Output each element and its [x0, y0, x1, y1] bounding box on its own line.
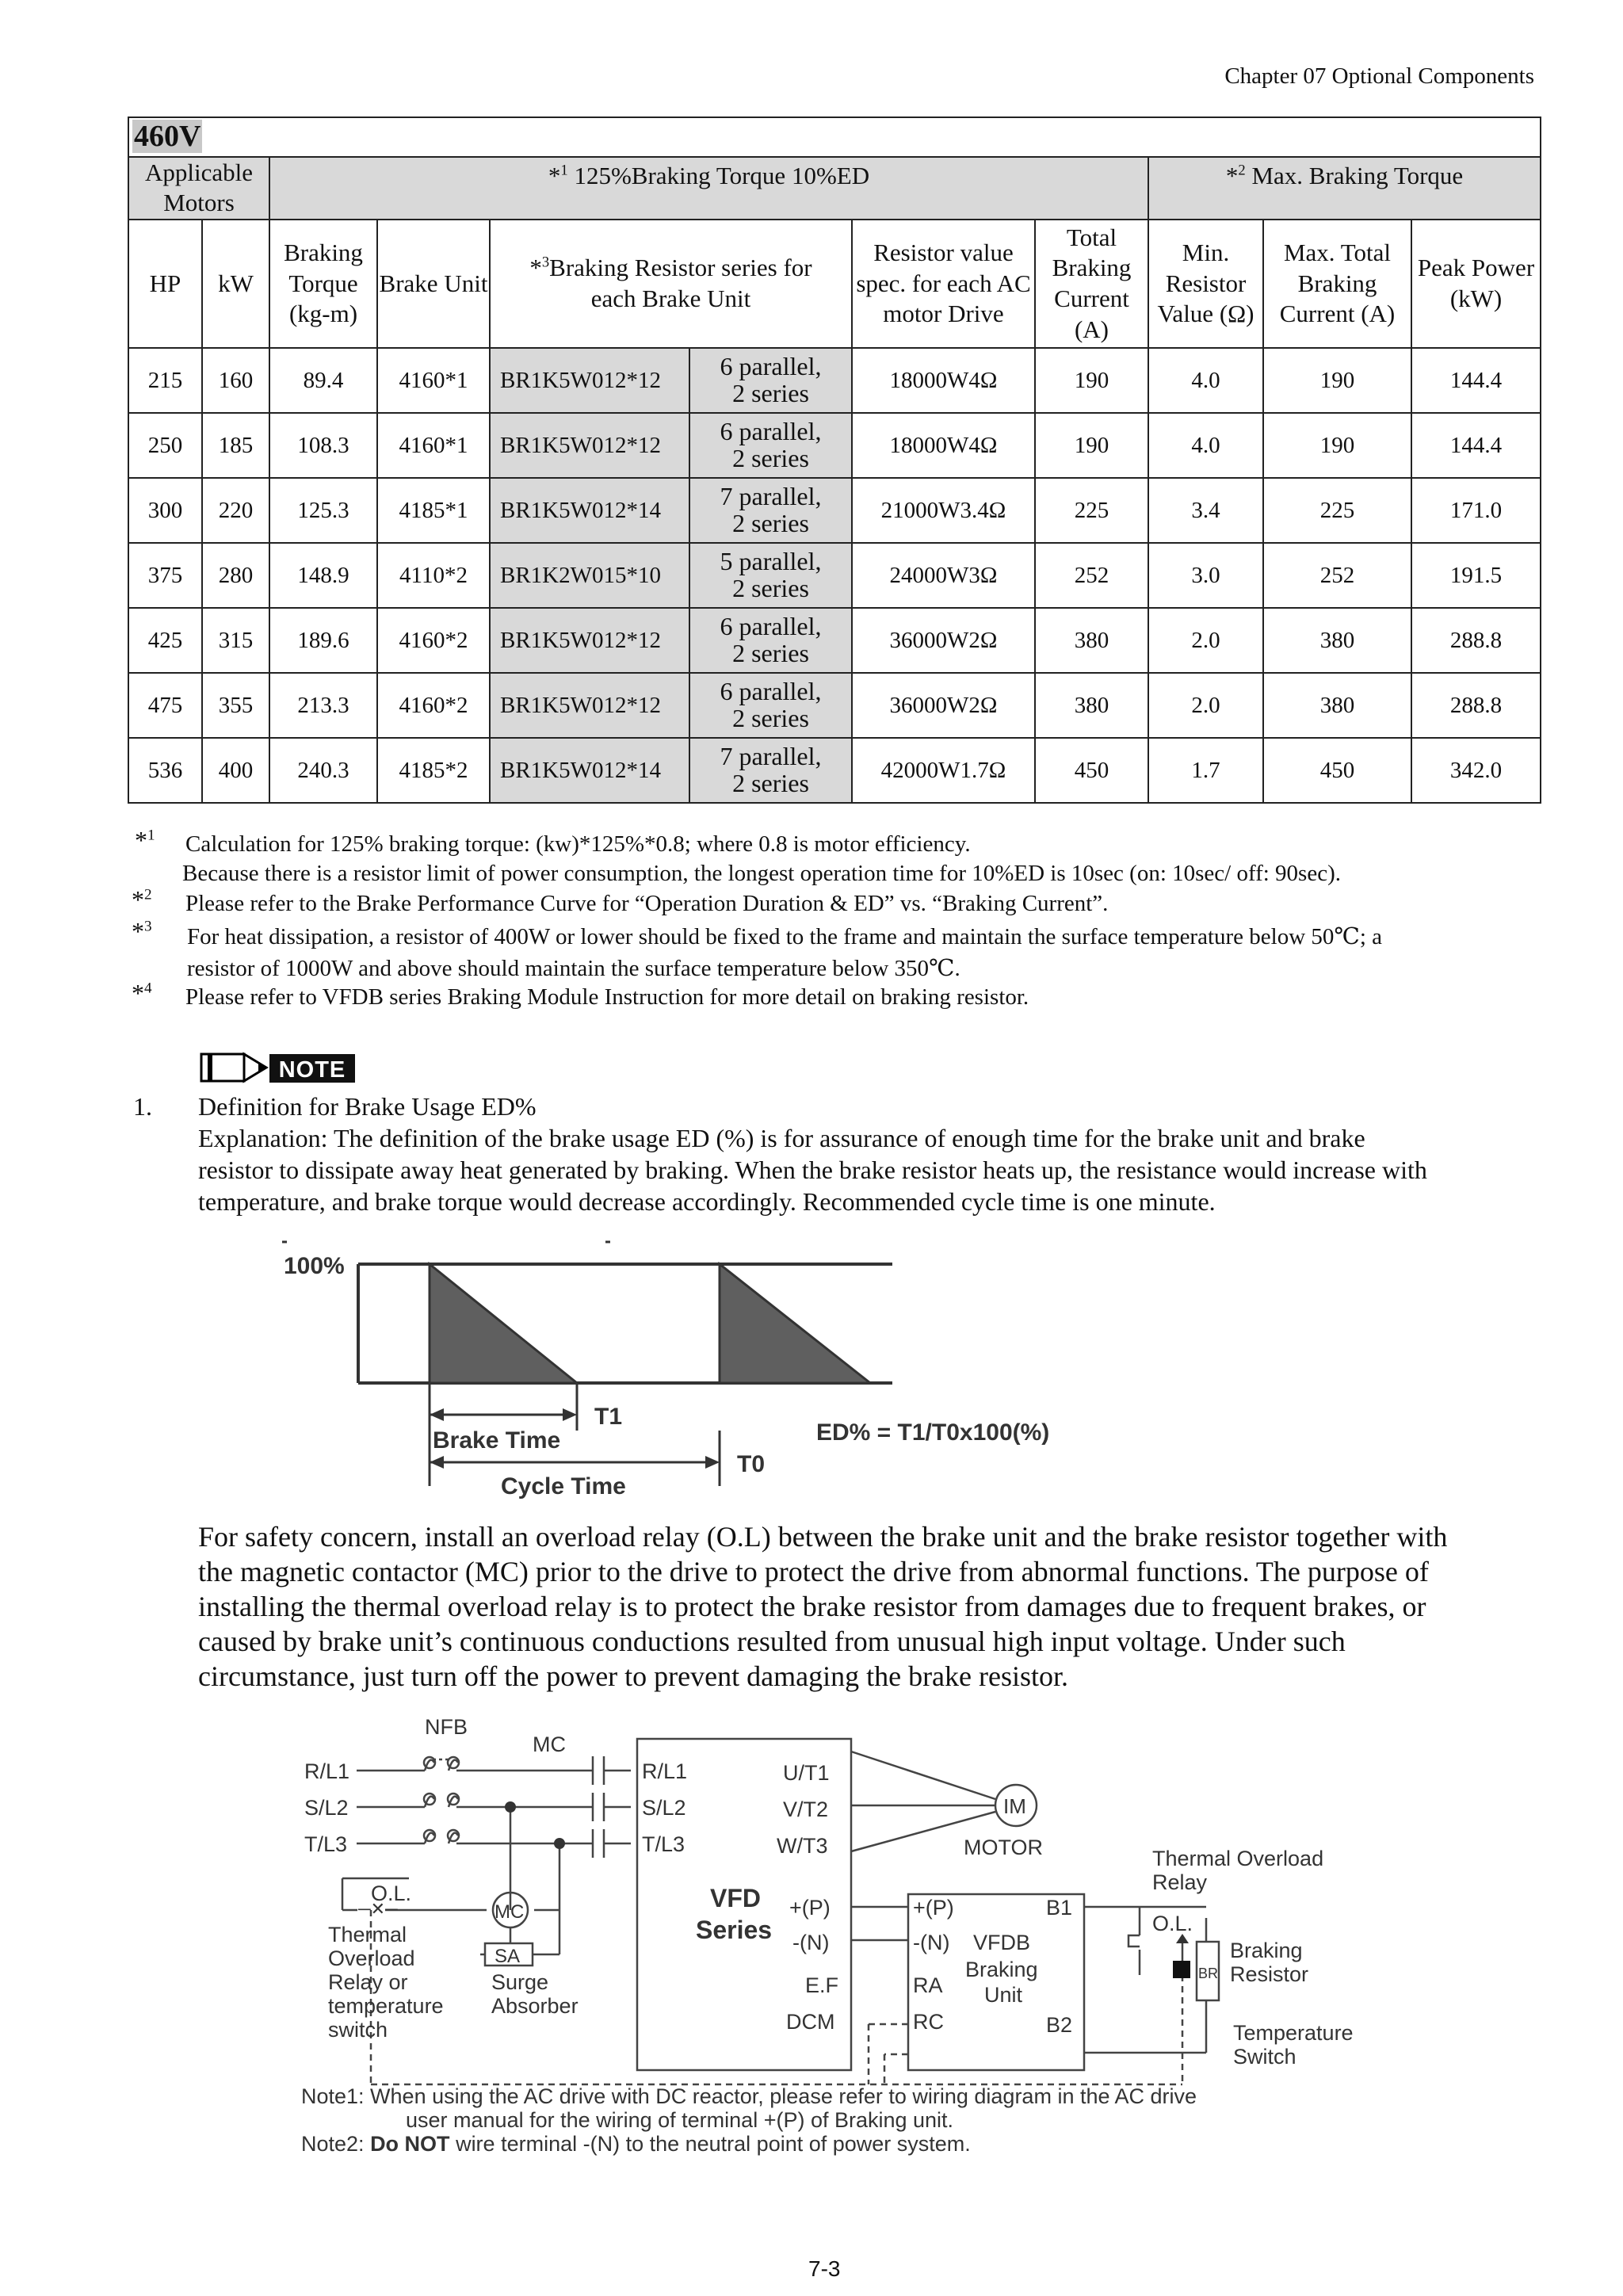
col-braking-torque: Braking Torque (kg-m) — [269, 220, 377, 348]
cell-total-current: 190 — [1035, 348, 1148, 413]
cell-brake-unit: 4160*1 — [377, 413, 490, 478]
im-label: IM — [1003, 1794, 1026, 1818]
cell-connection: 6 parallel, 2 series — [689, 348, 852, 413]
footnote-2-line-1: Please refer to the Brake Performance Curve for “Operation Duration & ED” vs. “Braking Current”. — [185, 891, 1109, 916]
table-row — [128, 738, 1541, 803]
motor-label: MOTOR — [964, 1836, 1043, 1859]
thermal-left-1: Thermal — [328, 1923, 407, 1946]
cell-hp: 475 — [128, 673, 202, 738]
cell-resistor-spec: 21000W3.4Ω — [852, 478, 1035, 543]
cell-resistor-series: BR1K2W015*10 — [490, 543, 689, 608]
cell-connection: 6 parallel, 2 series — [689, 413, 852, 478]
footnote-3-line-1: For heat dissipation, a resistor of 400W or lower should be fixed to the frame and maintain the surface temperature below 50℃; a — [187, 924, 1383, 949]
cell-resistor-spec: 24000W3Ω — [852, 543, 1035, 608]
vfd-u-label: U/T1 — [783, 1761, 830, 1785]
thermal-left-3: Relay or — [328, 1970, 408, 1994]
vfdb-p-label: +(P) — [913, 1896, 954, 1920]
table-row — [128, 543, 1541, 608]
cell-total-current: 190 — [1035, 413, 1148, 478]
ol-contact-symbol: ─✕─ — [358, 1899, 398, 1919]
cell-hp: 425 — [128, 608, 202, 673]
cell-connection: 7 parallel, 2 series — [689, 478, 852, 543]
cell-kw: 280 — [202, 543, 269, 608]
note-pencil-icon — [201, 1054, 266, 1081]
cell-min-resistor: 2.0 — [1148, 608, 1263, 673]
cell-hp: 375 — [128, 543, 202, 608]
brake-pulse-1 — [430, 1264, 577, 1383]
mc-coil-label: MC — [495, 1901, 525, 1923]
voltage-title: 460V — [128, 117, 1541, 157]
cell-total-current: 252 — [1035, 543, 1148, 608]
vfd-dcm-label: DCM — [786, 2010, 835, 2034]
vfd-name: VFD — [710, 1884, 761, 1912]
cell-resistor-spec: 36000W2Ω — [852, 608, 1035, 673]
cell-min-resistor: 1.7 — [1148, 738, 1263, 803]
cell-torque: 148.9 — [269, 543, 377, 608]
input-s-label: S/L2 — [304, 1796, 349, 1820]
cell-kw: 185 — [202, 413, 269, 478]
table-row — [128, 478, 1541, 543]
table-row — [128, 608, 1541, 673]
cell-max-total-current: 380 — [1263, 673, 1411, 738]
cell-kw: 355 — [202, 673, 269, 738]
vfd-ef-label: E.F — [805, 1973, 839, 1997]
cell-connection: 7 parallel, 2 series — [689, 738, 852, 803]
note-explanation-2: resistor to dissipate away heat generated by braking. When the brake resistor heats up, the resistance would increase with — [198, 1156, 1427, 1184]
cell-peak-power: 288.8 — [1411, 608, 1541, 673]
col-resistor-spec: Resistor value spec. for each AC motor Drive — [852, 220, 1035, 348]
cell-resistor-series: BR1K5W012*12 — [490, 348, 689, 413]
col-min-resistor: Min. Resistor Value (Ω) — [1148, 220, 1263, 348]
cell-max-total-current: 252 — [1263, 543, 1411, 608]
cell-resistor-spec: 36000W2Ω — [852, 673, 1035, 738]
footnote-3-line-2: resistor of 1000W and above should maintain the surface temperature below 350℃. — [187, 956, 960, 981]
wiring-diagram — [298, 1712, 1392, 2156]
ed-timing-chart — [274, 1232, 1114, 1510]
page-number: 7-3 — [808, 2256, 841, 2281]
mc-label: MC — [533, 1733, 566, 1756]
ol-right-label: O.L. — [1152, 1912, 1193, 1935]
cell-connection: 6 parallel, 2 series — [689, 673, 852, 738]
note-label: NOTE — [278, 1057, 346, 1083]
max-braking-header: *$^2$ Max. Braking Torque — [1148, 157, 1541, 220]
table-row — [128, 673, 1541, 738]
vfdb-name-2: Braking — [965, 1958, 1038, 1981]
cell-torque: 125.3 — [269, 478, 377, 543]
cell-torque: 240.3 — [269, 738, 377, 803]
table-row — [128, 348, 1541, 413]
vfd-t-label: T/L3 — [642, 1832, 685, 1856]
cell-min-resistor: 4.0 — [1148, 348, 1263, 413]
vfd-r-label: R/L1 — [642, 1759, 688, 1783]
braking-resistor-1: Braking — [1230, 1939, 1303, 1962]
vfdb-n-label: -(N) — [913, 1931, 950, 1954]
cell-total-current: 225 — [1035, 478, 1148, 543]
cell-brake-unit: 4160*1 — [377, 348, 490, 413]
temperature-switch-1: Temperature — [1233, 2021, 1354, 2045]
t0-label: T0 — [737, 1451, 766, 1477]
vfd-series: Series — [696, 1916, 773, 1944]
nfb-label: NFB — [425, 1715, 468, 1739]
cell-brake-unit: 4110*2 — [377, 543, 490, 608]
input-r-label: R/L1 — [304, 1759, 350, 1783]
cell-hp: 300 — [128, 478, 202, 543]
cell-total-current: 380 — [1035, 673, 1148, 738]
wiring-note1-b: user manual for the wiring of terminal +(P) of Braking unit. — [406, 2108, 954, 2132]
braking-125-header: *$^1$ 125%Braking Torque 10%ED — [269, 157, 1148, 220]
col-max-total-current: Max. Total Braking Current (A) — [1263, 220, 1411, 348]
running-header: Chapter 07 Optional Components — [1224, 63, 1534, 89]
cell-total-current: 380 — [1035, 608, 1148, 673]
safety-line-4: caused by brake unit’s continuous conductions resulted from unusual high input voltage. Under such — [198, 1626, 1346, 1657]
thermal-right-2: Relay — [1152, 1870, 1208, 1894]
vfd-p-label: +(P) — [789, 1896, 831, 1920]
b1-label: B1 — [1046, 1896, 1073, 1920]
cell-torque: 189.6 — [269, 608, 377, 673]
safety-line-3: installing the thermal overload relay is to protect the brake resistor from damages due to frequent brakes, or — [198, 1591, 1426, 1622]
note-number: 1. — [133, 1092, 152, 1121]
col-resistor-series: *$^3$Braking Resistor series for each Brake Unit — [490, 220, 852, 348]
footnote-3-mark: *$^3$ — [132, 917, 152, 946]
thermal-left-4: temperature — [328, 1994, 444, 2018]
cell-connection: 5 parallel, 2 series — [689, 543, 852, 608]
note-badge — [200, 1051, 358, 1086]
t1-label: T1 — [594, 1404, 623, 1430]
sa-label: SA — [495, 1946, 521, 1967]
cell-resistor-series: BR1K5W012*12 — [490, 608, 689, 673]
cell-min-resistor: 3.4 — [1148, 478, 1263, 543]
cell-peak-power: 342.0 — [1411, 738, 1541, 803]
vfdb-name-3: Unit — [984, 1983, 1023, 2007]
vfdb-ra-label: RA — [913, 1973, 943, 1997]
cell-hp: 250 — [128, 413, 202, 478]
cell-resistor-series: BR1K5W012*14 — [490, 738, 689, 803]
safety-line-2: the magnetic contactor (MC) prior to the drive to protect the drive from abnormal functions. The purpose of — [198, 1556, 1429, 1587]
cell-resistor-series: BR1K5W012*12 — [490, 413, 689, 478]
vfdb-name-1: VFDB — [973, 1931, 1031, 1954]
brake-time-label: Brake Time — [433, 1427, 561, 1454]
wiring-note1-a: Note1: When using the AC drive with DC reactor, please refer to wiring diagram in the AC drive — [301, 2084, 1197, 2108]
cell-connection: 6 parallel, 2 series — [689, 608, 852, 673]
table-row — [128, 413, 1541, 478]
cell-peak-power: 144.4 — [1411, 413, 1541, 478]
braking-resistor-2: Resistor — [1230, 1962, 1309, 1986]
cell-hp: 536 — [128, 738, 202, 803]
thermal-left-5: switch — [328, 2018, 388, 2042]
applicable-motors-header: Applicable Motors — [128, 157, 269, 220]
cycle-time-label: Cycle Time — [501, 1473, 626, 1499]
cell-resistor-spec: 18000W4Ω — [852, 348, 1035, 413]
note-explanation-1: Explanation: The definition of the brake usage ED (%) is for assurance of enough time for the brake unit and brake — [198, 1124, 1365, 1152]
safety-line-1: For safety concern, install an overload relay (O.L) between the brake unit and the brake resistor together with — [198, 1521, 1448, 1553]
cell-peak-power: 144.4 — [1411, 348, 1541, 413]
cell-brake-unit: 4160*2 — [377, 608, 490, 673]
footnote-1-line-2: Because there is a resistor limit of power consumption, the longest operation time for 10%ED is 10sec (on: 10sec/ off: 90sec). — [182, 861, 1341, 886]
cell-max-total-current: 190 — [1263, 348, 1411, 413]
cell-min-resistor: 4.0 — [1148, 413, 1263, 478]
cell-min-resistor: 3.0 — [1148, 543, 1263, 608]
cell-kw: 315 — [202, 608, 269, 673]
vfdb-rc-label: RC — [913, 2010, 944, 2034]
b2-label: B2 — [1046, 2013, 1073, 2037]
level-100-label: 100% — [284, 1253, 345, 1279]
br-label: BR — [1198, 1966, 1219, 1981]
cell-brake-unit: 4160*2 — [377, 673, 490, 738]
cell-hp: 215 — [128, 348, 202, 413]
col-peak-power: Peak Power (kW) — [1411, 220, 1541, 348]
footnote-4-line-1: Please refer to VFDB series Braking Module Instruction for more detail on braking resistor. — [185, 984, 1029, 1010]
cell-kw: 160 — [202, 348, 269, 413]
note-explanation-3: temperature, and brake torque would decrease accordingly. Recommended cycle time is one minute. — [198, 1187, 1216, 1216]
cell-peak-power: 171.0 — [1411, 478, 1541, 543]
surge-2: Absorber — [491, 1994, 579, 2018]
footnote-1-line-1: Calculation for 125% braking torque: (kw)*125%*0.8; where 0.8 is motor efficiency. — [185, 831, 971, 857]
wiring-note2: Note2: Do NOT wire terminal -(N) to the neutral point of power system. — [301, 2132, 971, 2156]
cell-resistor-spec: 18000W4Ω — [852, 413, 1035, 478]
thermal-left-2: Overload — [328, 1946, 415, 1970]
cell-kw: 400 — [202, 738, 269, 803]
cell-resistor-series: BR1K5W012*14 — [490, 478, 689, 543]
col-total-current: Total Braking Current (A) — [1035, 220, 1148, 348]
col-kw: kW — [202, 220, 269, 348]
cell-max-total-current: 190 — [1263, 413, 1411, 478]
cell-peak-power: 288.8 — [1411, 673, 1541, 738]
cell-resistor-spec: 42000W1.7Ω — [852, 738, 1035, 803]
vfd-s-label: S/L2 — [642, 1796, 686, 1820]
col-hp: HP — [128, 220, 202, 348]
col-brake-unit: Brake Unit — [377, 220, 490, 348]
cell-torque: 213.3 — [269, 673, 377, 738]
ed-formula: ED% = T1/T0x100(%) — [816, 1419, 1050, 1446]
cell-torque: 108.3 — [269, 413, 377, 478]
vfd-v-label: V/T2 — [783, 1797, 829, 1821]
braking-spec-table — [128, 117, 1541, 804]
brake-pulse-2 — [720, 1264, 870, 1383]
cell-brake-unit: 4185*1 — [377, 478, 490, 543]
input-t-label: T/L3 — [304, 1832, 348, 1856]
safety-line-5: circumstance, just turn off the power to prevent damaging the brake resistor. — [198, 1660, 1068, 1692]
vfd-n-label: -(N) — [792, 1931, 830, 1954]
cell-peak-power: 191.5 — [1411, 543, 1541, 608]
surge-1: Surge — [491, 1970, 549, 1994]
cell-min-resistor: 2.0 — [1148, 673, 1263, 738]
ol-left-label: O.L. — [371, 1881, 412, 1905]
cell-max-total-current: 450 — [1263, 738, 1411, 803]
cell-max-total-current: 225 — [1263, 478, 1411, 543]
cell-resistor-series: BR1K5W012*12 — [490, 673, 689, 738]
cell-max-total-current: 380 — [1263, 608, 1411, 673]
temperature-switch-2: Switch — [1233, 2045, 1296, 2069]
cell-kw: 220 — [202, 478, 269, 543]
footnote-4-mark: *$^4$ — [132, 979, 152, 1007]
vfd-w-label: W/T3 — [777, 1834, 828, 1858]
footnote-1-mark: *$^1$ — [135, 826, 155, 854]
cell-brake-unit: 4185*2 — [377, 738, 490, 803]
cell-torque: 89.4 — [269, 348, 377, 413]
footnote-2-mark: *$^2$ — [132, 885, 152, 914]
note-title: Definition for Brake Usage ED% — [198, 1092, 537, 1121]
cell-total-current: 450 — [1035, 738, 1148, 803]
thermal-right-1: Thermal Overload — [1152, 1847, 1324, 1870]
